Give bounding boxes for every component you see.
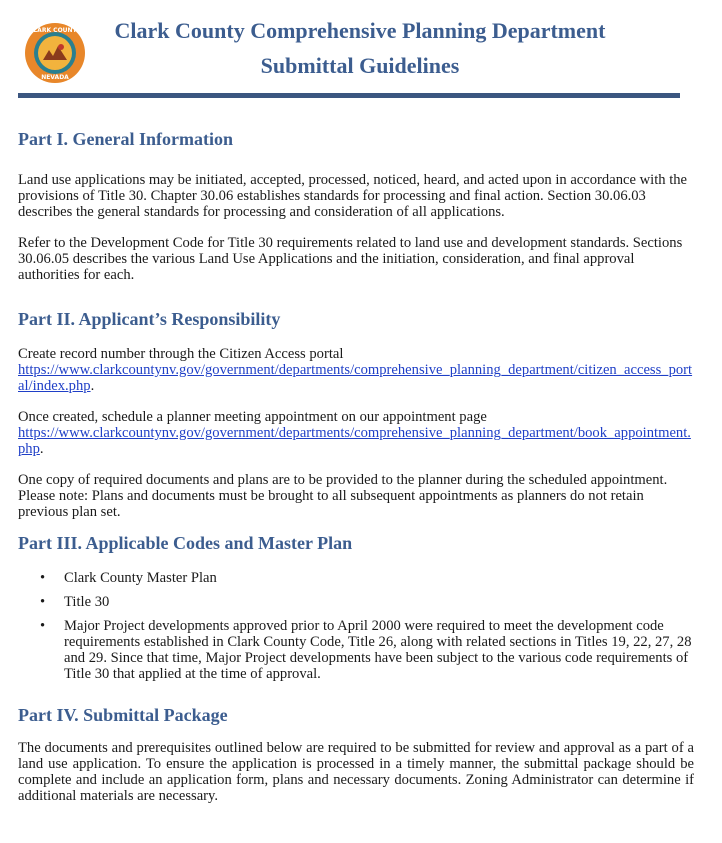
part2-heading: Part II. Applicant’s Responsibility xyxy=(18,309,281,329)
header-divider xyxy=(18,93,680,98)
page-title: Clark County Comprehensive Planning Department xyxy=(114,18,606,43)
part2-paragraph-3: One copy of required documents and plans are to be provided to the planner during the scheduled appointment. Please note: Plans and documents must be brought to all subsequent appointments as planners do not retain previous plan set. xyxy=(18,472,668,520)
part1-heading: Part I. General Information xyxy=(18,129,233,149)
part4-heading: Part IV. Submittal Package xyxy=(18,705,228,725)
part4-paragraph-1: The documents and prerequisites outlined below are required to be submitted for review and approval as a part of a land use application. To ensure the application is processed in a timely manner, the submittal package should be complete and include an application form, plans and necessary documents. Zoning Administrator can determine if additional materials are necessary. xyxy=(18,740,694,804)
part2-paragraph-1: Create record number through the Citizen Access portal https://www.clarkcountynv.gov/government/departments/comprehensive_planning_department/citizen_access_portal/index.php. xyxy=(18,346,693,394)
bullet-icon: • xyxy=(40,570,46,586)
bullet-icon: • xyxy=(40,618,46,634)
citizen-access-portal-link[interactable]: https://www.clarkcountynv.gov/government/departments/comprehensive_planning_department/citizen_access_portal/index.php xyxy=(18,362,693,394)
svg-text:NEVADA: NEVADA xyxy=(41,74,69,81)
part3-list xyxy=(18,570,694,682)
list-item: • Title 30 xyxy=(40,594,110,610)
svg-text:CLARK COUNTY: CLARK COUNTY xyxy=(28,27,82,34)
part2-paragraph-2: Once created, schedule a planner meeting appointment on our appointment page https://www.clarkcountynv.gov/government/departments/comprehensive_planning_department/book_appointment.php. xyxy=(18,409,691,457)
book-appointment-link[interactable]: https://www.clarkcountynv.gov/government/departments/comprehensive_planning_department/book_appointment.php xyxy=(18,425,691,457)
part2-paragraph-2-text: Once created, schedule a planner meeting appointment on our appointment page xyxy=(18,409,487,425)
part2-paragraph-1-text: Create record number through the Citizen Access portal xyxy=(18,346,344,362)
document-body xyxy=(18,128,694,804)
list-item: • Major Project developments approved prior to April 2000 were required to meet the development code requirements established in Clark County Code, Title 26, along with related sections in Titles 19, 22, 27, 28 and 29. Since that time, Major Project developments have been subject to the various code requirements of Title 30 that applied at the time of approval. xyxy=(40,618,692,682)
part1-paragraph-1: Land use applications may be initiated, accepted, processed, noticed, heard, and acted upon in accordance with the provisions of Title 30. Chapter 30.06 establishes standards for processing and final action. Section 30.06.03 describes the general standards for processing and consideration of all applications. xyxy=(18,172,688,220)
bullet-icon: • xyxy=(40,594,46,610)
part1-paragraph-2: Refer to the Development Code for Title 30 requirements related to land use and development standards. Sections 30.06.05 describes the various Land Use Applications and the initiation, consideration, and final approval authorities for each. xyxy=(18,235,683,283)
list-item: • Clark County Master Plan xyxy=(40,570,217,586)
page-subtitle: Submittal Guidelines xyxy=(260,53,460,78)
part3-heading: Part III. Applicable Codes and Master Plan xyxy=(18,533,353,553)
